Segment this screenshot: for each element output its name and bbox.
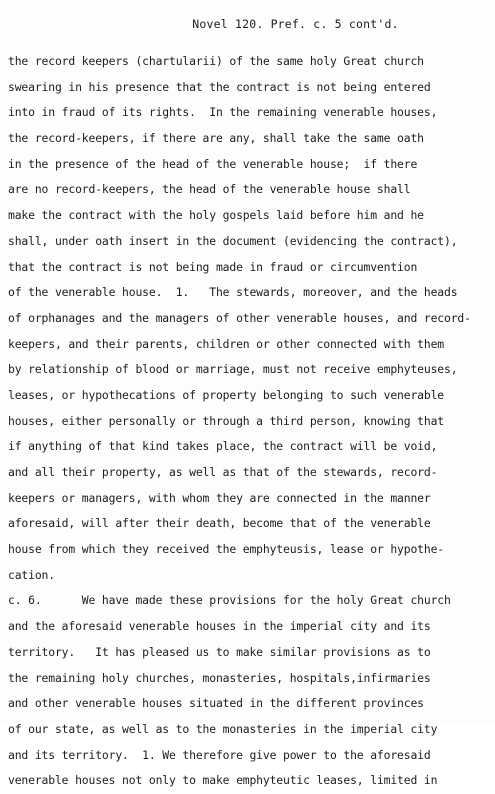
- text-line: the record keepers (chartularii) of the same holy Great church: [8, 54, 424, 68]
- text-line: of our state, as well as to the monasteries in the imperial city: [8, 721, 438, 736]
- text-line: and its territory. 1. We therefore give power to the aforesaid: [8, 747, 431, 762]
- text-line: if anything of that kind takes place, the contract will be void,: [8, 439, 438, 454]
- text-line: territory. It has pleased us to make similar provisions as to: [8, 644, 431, 659]
- text-line: the record-keepers, if there are any, shall take the same oath: [8, 131, 424, 146]
- text-line: houses, either personally or through a third person, knowing that: [8, 413, 445, 428]
- text-line: c. 6. We have made these provisions for the holy Great church: [8, 593, 451, 608]
- text-line: of the venerable house. 1. The stewards, moreover, and the heads: [8, 285, 458, 300]
- text-line: that the contract is not being made in fraud or circumvention: [8, 259, 418, 274]
- text-line: keepers, and their parents, children or other connected with them: [8, 336, 445, 351]
- text-line: the remaining holy churches, monasteries, hospitals,infirmaries: [8, 670, 431, 685]
- body-text: [8, 49, 492, 794]
- text-line: and all their property, as well as that of the stewards, record-: [8, 465, 438, 479]
- text-line: by relationship of blood or marriage, must not receive emphyteuses,: [8, 362, 458, 377]
- text-line: make the contract with the holy gospels laid before him and he: [8, 208, 424, 223]
- text-line: house from which they received the emphyteusis, lease or hypothe-: [8, 542, 445, 557]
- text-line: swearing in his presence that the contract is not being entered: [8, 79, 431, 94]
- text-line: are no record-keepers, the head of the venerable house shall: [8, 182, 411, 197]
- text-line: venerable houses not only to make emphyteutic leases, limited in: [8, 773, 438, 788]
- page-header: [0, 17, 495, 31]
- text-line: keepers or managers, with whom they are connected in the manner: [8, 490, 431, 505]
- text-line: shall, under oath insert in the document (evidencing the contract),: [8, 233, 458, 248]
- text-line: leases, or hypothecations of property belonging to such venerable: [8, 387, 445, 402]
- text-line: in the presence of the head of the venerable house; if there: [8, 156, 418, 171]
- text-line: aforesaid, will after their death, become that of the venerable: [8, 516, 431, 531]
- text-line: into in fraud of its rights. In the remaining venerable houses,: [8, 105, 438, 120]
- text-line: and the aforesaid venerable houses in the imperial city and its: [8, 619, 431, 634]
- page-title: Novel 120. Pref. c. 5 cont'd.: [192, 17, 399, 31]
- text-line: cation.: [8, 567, 55, 582]
- text-line: of orphanages and the managers of other venerable houses, and record-: [8, 310, 471, 325]
- text-line: and other venerable houses situated in the different provinces: [8, 696, 424, 711]
